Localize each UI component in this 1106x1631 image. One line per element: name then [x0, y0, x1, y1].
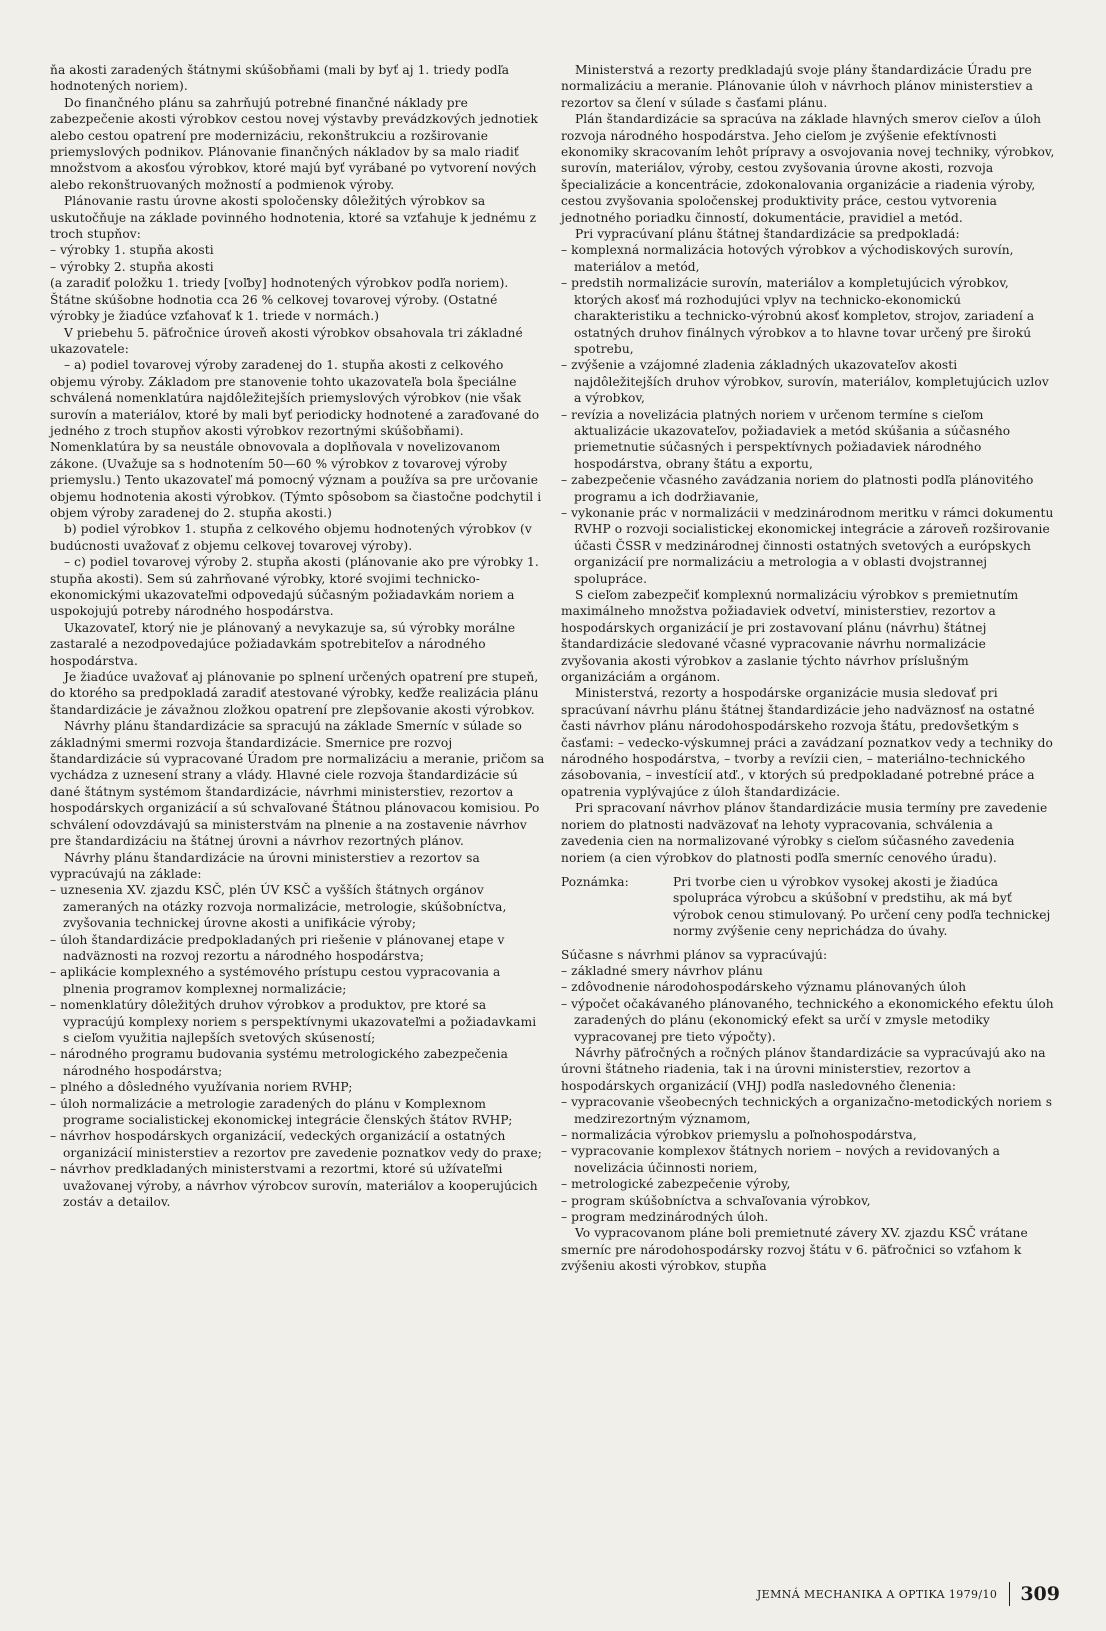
list-item: – zvýšenie a vzájomné zladenia základných ukazovateľov akosti najdôležitejších druhov výrobkov, surovín, materiálov, kompletujúcich uzlov a výrobkov,: [561, 358, 1049, 406]
paragraph: Vo vypracovanom pláne boli premietnuté závery XV. zjazdu KSČ vrátane smerníc pre národohospodársky rozvoj štátu v 6. päťročnici so vzťahom k zvýšeniu akosti výrobkov, stupňa: [561, 1226, 1028, 1274]
paragraph: Ukazovateľ, ktorý nie je plánovaný a nevykazuje sa, sú výrobky morálne zastaralé a nezodpovedajúce požiadavkám spotrebiteľov a národného hospodárstva.: [50, 620, 516, 668]
paragraph: – a) podiel tovarovej výroby zaradenej do 1. stupňa akosti z celkového objemu výroby. Základom pre stanovenie tohto ukazovateľa bola špeciálne schválená nomenklatúra najdôležitejších priemyslových výrobkov (nie však surovín a materiálov, ktoré by mali byť periodicky hodnotené a zaraďované do jedného z troch stupňov akosti výrobkov rezortnými skúšobňami). Nomenklatúra by sa neustále obnovovala a doplňovala v novelizovanom zákone. (Uvažuje sa s hodnotením 50—60 % výrobkov z tovarovej výroby priemyslu.) Tento ukazovateľ má pomocný význam a používa sa pre určovanie objemu hodnotenia akosti výrobkov. (Týmto spôsobom sa čiastočne podchytil i objem výroby zaradenej do 2. stupňa akosti.): [50, 358, 542, 520]
paragraph: Ministerstvá a rezorty predkladajú svoje plány štandardizácie Úradu pre normalizáciu a meranie. Plánovanie úloh v návrhoch plánov ministerstiev a rezortov sa člení v súlade s časťami plánu.: [561, 63, 1034, 110]
paragraph: (a zaradiť položku 1. triedy [voľby] hodnotených výrobkov podľa noriem). Štátne skúšobne hodnotia cca 26 % celkovej tovarovej výroby. (Ostatné výrobky je žiadúce vzťahovať k 1. triede v normách.): [50, 276, 509, 324]
list-item: – uznesenia XV. zjazdu KSČ, plén ÚV KSČ a vyšších štátnych orgánov zameraných na otázky rozvoja normalizácie, metrologie, skúšobníctva, zvyšovania technickej úrovne akosti a unifikácie výroby;: [50, 883, 507, 931]
paragraph: V priebehu 5. päťročnice úroveň akosti výrobkov obsahovala tri základné ukazovatele:: [50, 325, 523, 356]
text-columns: [50, 62, 1056, 1275]
list-item: – vypracovanie komplexov štátnych noriem – nových a revidovaných a novelizácia účinnosti noriem,: [561, 1144, 1000, 1175]
list-item: – zabezpečenie včasného zavádzania noriem do platnosti podľa plánovitého programu a ich dodržiavanie,: [561, 473, 1034, 504]
list-item: – metrologické zabezpečenie výroby,: [561, 1177, 791, 1192]
note-label: Poznámka:: [561, 874, 629, 889]
list-item: – výpočet očakávaného plánovaného, technického a ekonomického efektu úloh zaradených do plánu (ekonomický efekt sa určí v zmysle metodiky vypracovanej pre tieto výpočty).: [561, 996, 1054, 1044]
page-number: 309: [1020, 1583, 1060, 1605]
list-item: – vypracovanie všeobecných technických a organizačno-metodických noriem s medzirezortným významom,: [561, 1095, 1053, 1126]
list-item: – výrobky 1. stupňa akosti: [50, 243, 214, 258]
list-item: – úloh normalizácie a metrologie zaradených do plánu v Komplexnom programe socialistickej ekonomickej integrácie členských štátov RVHP;: [50, 1096, 513, 1127]
paragraph: Súčasne s návrhmi plánov sa vypracúvajú:: [561, 947, 828, 962]
right-column-top: [561, 62, 1056, 866]
footer-divider: [1009, 1582, 1010, 1606]
list-item: – návrhov hospodárskych organizácií, vedeckých organizácií a ostatných organizácií ministerstiev a rezortov pre zavedenie poznatkov vedy do praxe;: [50, 1129, 542, 1160]
paragraph: – c) podiel tovarovej výroby 2. stupňa akosti (plánovanie ako pre výrobky 1. stupňa akosti). Sem sú zahrňované výrobky, ktoré svojimi technicko-ekonomickými ukazovateľmi odpovedajú súčasným požiadavkám noriem a uspokojujú potreby národného hospodárstva.: [50, 555, 539, 619]
paragraph: Plán štandardizácie sa spracúva na základe hlavných smerov cieľov a úloh rozvoja národného hospodárstva. Jeho cieľom je zvýšenie efektívnosti ekonomiky skracovaním lehôt prípravy a osvojovania novej techniky, výrobkov, surovín, materiálov, výroby, cestou zvyšovania úrovne akosti, rozvoja špecializácie a koncentrácie, zdokonalovania organizácie a riadenia výroby, cestou zvyšovania spoločenskej produktivity práce, cestou vytvorenia jednotného poriadku činností, dokumentácie, pravidiel a metód.: [561, 112, 1055, 225]
list-item: – výrobky 2. stupňa akosti: [50, 259, 214, 274]
paragraph: Plánovanie rastu úrovne akosti spoločensky dôležitých výrobkov sa uskutočňuje na základe povinného hodnotenia, ktoré sa vzťahuje k jednému z troch stupňov:: [50, 194, 537, 242]
left-column: [50, 62, 545, 1275]
paragraph: b) podiel výrobkov 1. stupňa z celkového objemu hodnotených výrobkov (v budúcnosti uvažovať z objemu celkovej tovarovej výroby).: [50, 522, 532, 553]
paragraph: ňa akosti zaradených štátnymi skúšobňami (mali by byť aj 1. triedy podľa hodnotených noriem).: [50, 63, 510, 94]
page-footer: [0, 1582, 1106, 1606]
list-item: – program medzinárodných úloh.: [561, 1210, 769, 1225]
list-item: – program skúšobníctva a schvaľovania výrobkov,: [561, 1193, 871, 1208]
paragraph: Návrhy päťročných a ročných plánov štandardizácie sa vypracúvajú ako na úrovni štátneho riadenia, tak i na úrovni ministerstiev, rezortov a hospodárskych organizácií (VHJ) podľa nasledovného členenia:: [561, 1045, 1046, 1093]
spacer: [561, 940, 1056, 947]
paragraph: Návrhy plánu štandardizácie na úrovni ministerstiev a rezortov sa vypracúvajú na základe:: [50, 850, 480, 881]
note-text: Pri tvorbe cien u výrobkov vysokej akosti je žiadúca spolupráca výrobcu a skúšobní v predstihu, ak má byť výrobok cenou stimulovaný. Po určení ceny podľa technickej normy zvýšenie ceny neprichádza do úvahy.: [673, 874, 1051, 939]
list-item: – nomenklatúry dôležitých druhov výrobkov a produktov, pre ktoré sa vypracújú komplexy noriem s perspektívnymi ukazovateľmi a požiadavkami s cieľom využitia najlepších svetových skúseností;: [50, 998, 537, 1045]
right-column: [561, 62, 1056, 1275]
paragraph: Návrhy plánu štandardizácie sa spracujú na základe Smerníc v súlade so základnými smermi rozvoja štandardizácie. Smernice pre rozvoj štandardizácie sú vypracované Úradom pre normalizáciu a meranie, pričom sa vychádza z uznesení strany a vlády. Hlavné ciele rozvoja štandardizácie sú dané štátnym systémom štandardizácie, návrhmi ministerstiev, rezortov a hospodárskych organizácií a sú schvaľované Štátnou plánovacou komisiou. Po schválení odovzdávajú sa ministerstvám na plnenie a na zostavenie návrhov pre štandardizáciu na štátnej úrovni a návrhov rezortných plánov.: [50, 719, 545, 849]
paragraph: Pri spracovaní návrhov plánov štandardizácie musia termíny pre zavedenie noriem do platnosti nadväzovať na lehoty vypracovania, schválenia a zavedenia cien na normalizované výrobky s cieľom súčasného zavedenia noriem (a cien výrobkov do platnosti podľa smerníc cenového úradu).: [561, 801, 1048, 865]
list-item: – revízia a novelizácia platných noriem v určenom termíne s cieľom aktualizácie ukazovateľov, požiadaviek a metód skúšania a súčasného priemetnutie súčasných i perspektívnych požiadaviek národného hospodárstva, obrany štátu a exportu,: [561, 407, 1011, 471]
paragraph: Pri vypracúvaní plánu štátnej štandardizácie sa predpokladá:: [575, 227, 960, 242]
right-column-bottom: [561, 947, 1056, 1275]
list-item: – zdôvodnenie národohospodárskeho významu plánovaných úloh: [561, 980, 967, 995]
list-item: – komplexná normalizácia hotových výrobkov a východiskových surovín, materiálov a metód,: [561, 243, 1014, 274]
list-item: – plného a dôsledného využívania noriem RVHP;: [50, 1080, 353, 1095]
list-item: – vykonanie prác v normalizácii v medzinárodnom meritku v rámci dokumentu RVHP o rozvoji socialistickej ekonomickej integrácie a zároveň rozširovanie účasti ČSSR v medzinárodnej činnosti ostatných svetových a európskych organizácií pre normalizáciu a metrologia a v oblasti dvojstrannej spolupráce.: [561, 505, 1054, 586]
list-item: – základné smery návrhov plánu: [561, 963, 763, 978]
list-item: – národného programu budovania systému metrologického zabezpečenia národného hospodárstva;: [50, 1047, 508, 1078]
list-item: – aplikácie komplexného a systémového prístupu cestou vypracovania a plnenia programov komplexnej normalizácie;: [50, 965, 501, 996]
list-item: – normalizácia výrobkov priemyslu a poľnohospodárstva,: [561, 1128, 917, 1142]
journal-title: JEMNÁ MECHANIKA A OPTIKA 1979/10: [756, 1587, 998, 1601]
list-item: – predstih normalizácie surovín, materiálov a kompletujúcich výrobkov, ktorých akosť má rozhodujúci vplyv na technicko-ekonomickú charakteristiku a technicko-výrobnú akosť kompletov, strojov, zariadení a ostatných druhov finálnych výrobkov a to hlavne tovar určený pre širokú spotrebu,: [561, 276, 1035, 356]
paragraph: S cieľom zabezpečiť komplexnú normalizáciu výrobkov s premietnutím maximálneho množstva požiadaviek odvetví, ministerstiev, rezortov a hospodárskych organizácií je pri zostavovaní plánu (návrhu) štátnej štandardizácie sledované včasné vypracovanie návrhu normalizácie zvyšovania akosti výrobkov a zaslanie týchto návrhov príslušným organizáciám a orgánom.: [561, 588, 1019, 685]
list-item: – návrhov predkladaných ministerstvami a rezortmi, ktoré sú užívateľmi uvažovanej výroby, a návrhov výrobcov surovín, materiálov a kooperujúcich zostáv a detailov.: [50, 1162, 538, 1210]
paragraph: Ministerstvá, rezorty a hospodárske organizácie musia sledovať pri spracúvaní návrhu plánu štátnej štandardizácie jeho nadväznosť na ostatné časti návrhov plánu národohospodárskeho rozvoja štátu, predovšetkým s časťami: – vedecko-výskumnej práci a zavádzaní poznatkov vedy a techniky do národného hospodárstva, – tvorby a revízii cien, – materiálno-technického zásobovania, – investícií atď., v ktorých sú predpokladané potrebné práce a opatrenia vyplývajúce z úloh štandardizácie.: [561, 686, 1053, 799]
paragraph: Do finančného plánu sa zahrňujú potrebné finančné náklady pre zabezpečenie akosti výrobkov cestou novej výstavby prevádzkových jednotiek alebo cestou opatrení pre modernizáciu, rekonštrukciu a rozširovanie priemyslových podnikov. Plánovanie finančných nákladov by sa malo riadiť množstvom a akosťou výrobkov, ktoré majú byť vyrábané po vytvorení nových alebo rekonštruovaných možností a podmienok výroby.: [50, 95, 538, 192]
paragraph: Je žiadúce uvažovať aj plánovanie po splnení určených opatrení pre stupeň, do ktorého sa predpokladá zaradiť atestované výrobky, keďže realizácia plánu štandardizácie je závažnou zložkou opatrení pre zlepšovanie akosti výrobkov.: [50, 670, 539, 717]
list-item: – úloh štandardizácie predpokladaných pri riešenie v plánovanej etape v nadväznosti na rozvoj rezortu a národného hospodárstva;: [50, 932, 505, 963]
note-block: [561, 874, 1056, 940]
